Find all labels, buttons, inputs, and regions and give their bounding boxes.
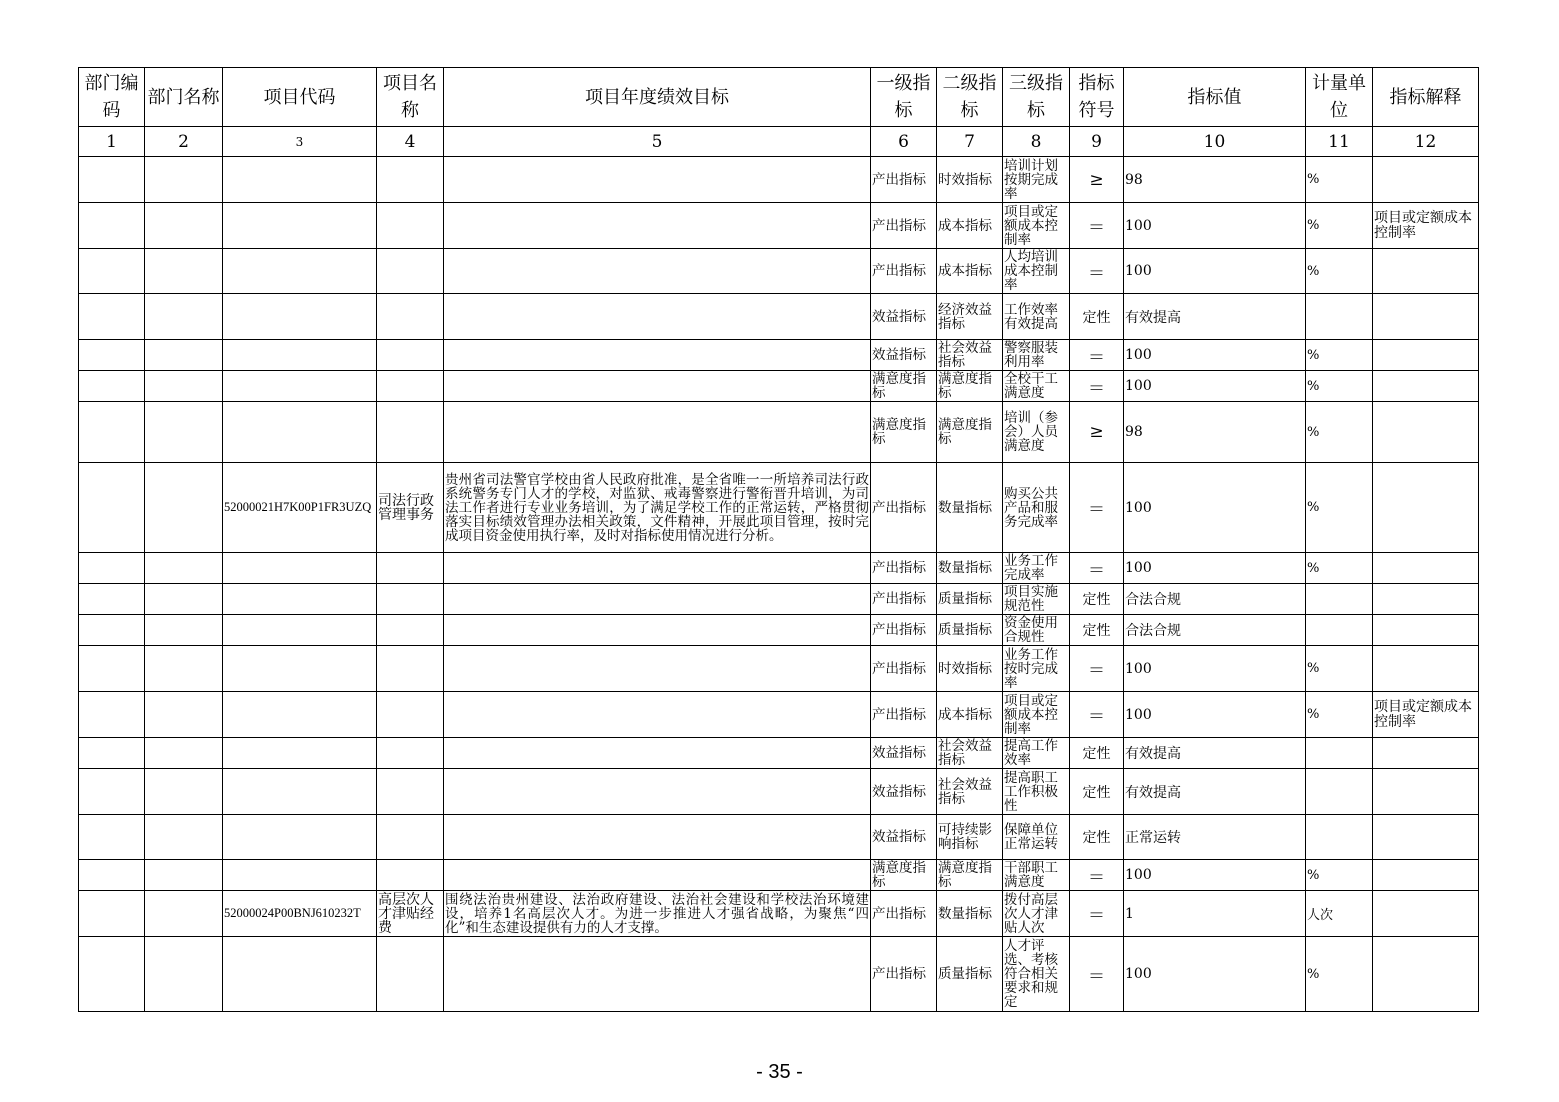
level3-indicator: 全校干工满意度 (1003, 371, 1070, 402)
table-row (79, 646, 1479, 692)
indicator-symbol: ＝ (1070, 553, 1124, 584)
unit-cell: % (1306, 340, 1373, 371)
column-number: 3 (223, 127, 377, 157)
project-code-cell (223, 294, 377, 340)
header-cell: 指标符号 (1070, 68, 1124, 127)
project-goal-cell (444, 738, 871, 769)
table-row (79, 553, 1479, 584)
dept-code-cell (79, 937, 145, 1012)
table-row (79, 402, 1479, 463)
indicator-value: 100 (1124, 249, 1306, 294)
indicator-symbol: ＝ (1070, 203, 1124, 249)
table-row (79, 738, 1479, 769)
indicator-explanation (1373, 553, 1479, 584)
level3-indicator: 保障单位正常运转 (1003, 815, 1070, 860)
indicator-explanation (1373, 891, 1479, 937)
indicator-explanation (1373, 249, 1479, 294)
indicator-symbol: ＝ (1070, 891, 1124, 937)
dept-code-cell (79, 769, 145, 815)
project-name-cell (377, 249, 444, 294)
column-number: 7 (937, 127, 1003, 157)
column-number: 6 (871, 127, 937, 157)
level2-indicator: 社会效益指标 (937, 340, 1003, 371)
unit-cell (1306, 584, 1373, 615)
column-number: 9 (1070, 127, 1124, 157)
table-row (79, 584, 1479, 615)
indicator-explanation (1373, 860, 1479, 891)
level3-indicator: 项目实施规范性 (1003, 584, 1070, 615)
dept-code-cell (79, 157, 145, 203)
indicator-symbol: ＝ (1070, 646, 1124, 692)
table-row (79, 340, 1479, 371)
dept-name-cell (145, 157, 223, 203)
level3-indicator: 资金使用合规性 (1003, 615, 1070, 646)
indicator-value: 有效提高 (1124, 738, 1306, 769)
project-name-cell: 高层次人才津贴经费 (377, 891, 444, 937)
project-goal-cell (444, 249, 871, 294)
level1-indicator: 产出指标 (871, 937, 937, 1012)
dept-name-cell (145, 646, 223, 692)
unit-cell: % (1306, 692, 1373, 738)
project-name-cell (377, 340, 444, 371)
header-cell: 二级指标 (937, 68, 1003, 127)
unit-cell: % (1306, 249, 1373, 294)
project-name-cell (377, 692, 444, 738)
indicator-symbol: ＝ (1070, 692, 1124, 738)
project-goal-cell (444, 692, 871, 738)
dept-name-cell (145, 891, 223, 937)
dept-name-cell (145, 615, 223, 646)
indicator-symbol: 定性 (1070, 294, 1124, 340)
level2-indicator: 数量指标 (937, 463, 1003, 553)
indicator-value: 100 (1124, 692, 1306, 738)
project-goal-cell (444, 769, 871, 815)
level1-indicator: 效益指标 (871, 769, 937, 815)
column-number: 8 (1003, 127, 1070, 157)
indicator-symbol: 定性 (1070, 615, 1124, 646)
indicator-symbol: ＝ (1070, 340, 1124, 371)
project-name-cell (377, 553, 444, 584)
header-cell: 三级指标 (1003, 68, 1070, 127)
level3-indicator: 业务工作按时完成率 (1003, 646, 1070, 692)
project-goal-cell (444, 584, 871, 615)
dept-name-cell (145, 203, 223, 249)
level2-indicator: 社会效益指标 (937, 738, 1003, 769)
dept-code-cell (79, 294, 145, 340)
level3-indicator: 培训（参会）人员满意度 (1003, 402, 1070, 463)
unit-cell (1306, 615, 1373, 646)
dept-name-cell (145, 738, 223, 769)
column-number: 5 (444, 127, 871, 157)
table-row (79, 860, 1479, 891)
project-name-cell (377, 646, 444, 692)
dept-name-cell (145, 860, 223, 891)
column-number: 10 (1124, 127, 1306, 157)
indicator-symbol: 定性 (1070, 738, 1124, 769)
performance-table (78, 67, 1479, 1012)
level3-indicator: 人均培训成本控制率 (1003, 249, 1070, 294)
level2-indicator: 社会效益指标 (937, 769, 1003, 815)
dept-code-cell (79, 463, 145, 553)
project-goal-cell (444, 203, 871, 249)
level2-indicator: 时效指标 (937, 157, 1003, 203)
level3-indicator: 项目或定额成本控制率 (1003, 203, 1070, 249)
indicator-value: 100 (1124, 203, 1306, 249)
project-code-cell (223, 371, 377, 402)
indicator-symbol: ＝ (1070, 937, 1124, 1012)
table-row (79, 815, 1479, 860)
indicator-value: 有效提高 (1124, 294, 1306, 340)
indicator-value: 100 (1124, 463, 1306, 553)
level2-indicator: 经济效益指标 (937, 294, 1003, 340)
dept-name-cell (145, 340, 223, 371)
table-row (79, 249, 1479, 294)
unit-cell (1306, 738, 1373, 769)
dept-code-cell (79, 815, 145, 860)
level1-indicator: 效益指标 (871, 738, 937, 769)
indicator-explanation (1373, 371, 1479, 402)
project-goal-cell (444, 815, 871, 860)
header-cell: 项目年度绩效目标 (444, 68, 871, 127)
table-row (79, 692, 1479, 738)
level3-indicator: 提高工作效率 (1003, 738, 1070, 769)
dept-name-cell (145, 463, 223, 553)
project-goal-cell (444, 340, 871, 371)
project-code-cell (223, 815, 377, 860)
dept-name-cell (145, 692, 223, 738)
indicator-value: 合法合规 (1124, 584, 1306, 615)
unit-cell: % (1306, 860, 1373, 891)
indicator-value: 1 (1124, 891, 1306, 937)
project-name-cell (377, 157, 444, 203)
project-code-cell (223, 584, 377, 615)
project-code-cell: 52000021H7K00P1FR3UZQ (223, 463, 377, 553)
indicator-value: 100 (1124, 371, 1306, 402)
header-cell: 项目名称 (377, 68, 444, 127)
dept-code-cell (79, 402, 145, 463)
dept-name-cell (145, 769, 223, 815)
header-cell: 计量单位 (1306, 68, 1373, 127)
indicator-value: 98 (1124, 157, 1306, 203)
level2-indicator: 满意度指标 (937, 860, 1003, 891)
table-row (79, 294, 1479, 340)
project-name-cell: 司法行政管理事务 (377, 463, 444, 553)
dept-code-cell (79, 553, 145, 584)
header-row (79, 68, 1479, 127)
dept-name-cell (145, 294, 223, 340)
project-goal-cell: 围绕法治贵州建设、法治政府建设、法治社会建设和学校法治环境建设，培养1名高层次人才。为进一步推进人才强省战略，为聚焦“四化”和生态建设提供有力的人才支撑。 (445, 891, 869, 936)
project-goal-cell (444, 402, 871, 463)
level3-indicator: 工作效率有效提高 (1003, 294, 1070, 340)
project-name-cell (377, 769, 444, 815)
indicator-explanation (1373, 815, 1479, 860)
dept-name-cell (145, 815, 223, 860)
project-code-cell (223, 646, 377, 692)
column-number: 1 (79, 127, 145, 157)
unit-cell (1306, 294, 1373, 340)
project-name-cell (377, 738, 444, 769)
unit-cell: % (1306, 402, 1373, 463)
unit-cell: % (1306, 157, 1373, 203)
unit-cell: 人次 (1306, 891, 1373, 937)
level1-indicator: 效益指标 (871, 340, 937, 371)
table-row (79, 615, 1479, 646)
project-name-cell (377, 937, 444, 1012)
header-cell: 指标值 (1124, 68, 1306, 127)
header-cell: 部门编码 (79, 68, 145, 127)
dept-code-cell (79, 860, 145, 891)
table-row (79, 463, 1479, 553)
indicator-symbol: 定性 (1070, 584, 1124, 615)
indicator-symbol: 定性 (1070, 815, 1124, 860)
indicator-value: 100 (1124, 937, 1306, 1012)
level3-indicator: 拨付高层次人才津贴人次 (1003, 891, 1070, 937)
column-number: 2 (145, 127, 223, 157)
table-row (79, 937, 1479, 1012)
project-code-cell (223, 203, 377, 249)
indicator-explanation (1373, 769, 1479, 815)
indicator-value: 100 (1124, 646, 1306, 692)
level1-indicator: 产出指标 (871, 584, 937, 615)
dept-name-cell (145, 402, 223, 463)
level2-indicator: 可持续影响指标 (937, 815, 1003, 860)
project-goal-cell (444, 615, 871, 646)
header-cell: 部门名称 (145, 68, 223, 127)
project-name-cell (377, 203, 444, 249)
project-name-cell (377, 584, 444, 615)
indicator-explanation (1373, 615, 1479, 646)
dept-code-cell (79, 692, 145, 738)
project-code-cell (223, 340, 377, 371)
unit-cell: % (1306, 553, 1373, 584)
indicator-value: 100 (1124, 553, 1306, 584)
column-number: 11 (1306, 127, 1373, 157)
level3-indicator: 警察服装利用率 (1003, 340, 1070, 371)
unit-cell (1306, 815, 1373, 860)
project-code-cell (223, 692, 377, 738)
unit-cell: % (1306, 937, 1373, 1012)
level3-indicator: 业务工作完成率 (1003, 553, 1070, 584)
level2-indicator: 满意度指标 (937, 371, 1003, 402)
indicator-explanation (1373, 937, 1479, 1012)
project-code-cell (223, 402, 377, 463)
level1-indicator: 产出指标 (871, 646, 937, 692)
level3-indicator: 提高职工工作积极性 (1003, 769, 1070, 815)
unit-cell (1306, 769, 1373, 815)
dept-code-cell (79, 646, 145, 692)
indicator-value: 98 (1124, 402, 1306, 463)
project-name-cell (377, 402, 444, 463)
project-goal-cell: 贵州省司法警官学校由省人民政府批准，是全省唯一一所培养司法行政系统警务专门人才的学校，对监狱、戒毒警察进行警衔晋升培训，为司法工作者进行专业业务培训，为了满足学校工作的正常运转，严格贯彻落实目标绩效管理办法相关政策，文件精神，开展此项目管理，按时完成项目资金使用执行率，及时对指标使用情况进行分析。 (444, 463, 871, 553)
project-goal-cell (444, 553, 871, 584)
indicator-symbol: 定性 (1070, 769, 1124, 815)
dept-code-cell (79, 371, 145, 402)
dept-code-cell (79, 249, 145, 294)
dept-name-cell (145, 371, 223, 402)
level2-indicator: 成本指标 (937, 203, 1003, 249)
indicator-explanation (1373, 402, 1479, 463)
level1-indicator: 产出指标 (871, 157, 937, 203)
indicator-value: 有效提高 (1124, 769, 1306, 815)
level1-indicator: 产出指标 (871, 553, 937, 584)
project-name-cell (377, 294, 444, 340)
dept-name-cell (145, 553, 223, 584)
project-code-cell (223, 769, 377, 815)
indicator-value: 100 (1124, 340, 1306, 371)
indicator-explanation (1373, 157, 1479, 203)
project-code-cell (223, 553, 377, 584)
indicator-explanation (1373, 340, 1479, 371)
unit-cell: % (1306, 371, 1373, 402)
indicator-explanation (1373, 646, 1479, 692)
level3-indicator: 培训计划按期完成率 (1003, 157, 1070, 203)
project-goal-cell (444, 371, 871, 402)
project-goal-cell (444, 294, 871, 340)
indicator-symbol: ＝ (1070, 371, 1124, 402)
project-goal-cell (444, 646, 871, 692)
header-cell: 指标解释 (1373, 68, 1479, 127)
level1-indicator: 产出指标 (871, 463, 937, 553)
indicator-explanation (1373, 584, 1479, 615)
dept-code-cell (79, 891, 145, 937)
dept-code-cell (79, 615, 145, 646)
unit-cell: % (1306, 646, 1373, 692)
level3-indicator: 购买公共产品和服务完成率 (1003, 463, 1070, 553)
level2-indicator: 质量指标 (937, 937, 1003, 1012)
indicator-explanation (1373, 463, 1479, 553)
table-row (79, 157, 1479, 203)
project-name-cell (377, 860, 444, 891)
level3-indicator: 人才评选、考核符合相关要求和规定 (1003, 937, 1070, 1012)
indicator-symbol: ≥ (1070, 402, 1124, 463)
level1-indicator: 产出指标 (871, 615, 937, 646)
indicator-symbol: ＝ (1070, 860, 1124, 891)
table-row (79, 769, 1479, 815)
dept-code-cell (79, 203, 145, 249)
level1-indicator: 满意度指标 (871, 402, 937, 463)
level1-indicator: 产出指标 (871, 249, 937, 294)
level1-indicator: 效益指标 (871, 294, 937, 340)
project-code-cell (223, 249, 377, 294)
level2-indicator: 数量指标 (937, 891, 1003, 937)
level1-indicator: 满意度指标 (871, 371, 937, 402)
level2-indicator: 时效指标 (937, 646, 1003, 692)
dept-code-cell (79, 738, 145, 769)
project-code-cell (223, 860, 377, 891)
table-row (79, 371, 1479, 402)
level2-indicator: 成本指标 (937, 249, 1003, 294)
indicator-symbol: ＝ (1070, 463, 1124, 553)
project-name-cell (377, 615, 444, 646)
indicator-value: 正常运转 (1124, 815, 1306, 860)
indicator-symbol: ≥ (1070, 157, 1124, 203)
unit-cell: % (1306, 203, 1373, 249)
indicator-value: 100 (1124, 860, 1306, 891)
dept-name-cell (145, 249, 223, 294)
dept-name-cell (145, 937, 223, 1012)
level2-indicator: 质量指标 (937, 615, 1003, 646)
project-code-cell (223, 937, 377, 1012)
level1-indicator: 效益指标 (871, 815, 937, 860)
level2-indicator: 成本指标 (937, 692, 1003, 738)
project-code-cell (223, 615, 377, 646)
level2-indicator: 数量指标 (937, 553, 1003, 584)
column-number: 12 (1373, 127, 1479, 157)
column-number: 4 (377, 127, 444, 157)
project-name-cell (377, 815, 444, 860)
project-goal-cell (444, 157, 871, 203)
table-row (79, 891, 1479, 937)
column-number-row (79, 127, 1479, 157)
level3-indicator: 项目或定额成本控制率 (1003, 692, 1070, 738)
project-code-cell: 52000024P00BNJ610232T (223, 891, 377, 937)
level3-indicator: 干部职工满意度 (1003, 860, 1070, 891)
table-row (79, 203, 1479, 249)
project-goal-cell (444, 860, 871, 891)
level1-indicator: 产出指标 (871, 891, 937, 937)
project-code-cell (223, 157, 377, 203)
level1-indicator: 满意度指标 (871, 860, 937, 891)
level1-indicator: 产出指标 (871, 692, 937, 738)
project-goal-cell (444, 937, 871, 1012)
dept-code-cell (79, 584, 145, 615)
indicator-explanation: 项目或定额成本控制率 (1373, 203, 1479, 249)
indicator-explanation (1373, 294, 1479, 340)
project-name-cell (377, 371, 444, 402)
indicator-value: 合法合规 (1124, 615, 1306, 646)
header-cell: 一级指标 (871, 68, 937, 127)
level2-indicator: 满意度指标 (937, 402, 1003, 463)
indicator-explanation (1373, 738, 1479, 769)
level2-indicator: 质量指标 (937, 584, 1003, 615)
dept-name-cell (145, 584, 223, 615)
unit-cell: % (1306, 463, 1373, 553)
page-number: - 35 - (756, 1061, 803, 1083)
dept-code-cell (79, 340, 145, 371)
level1-indicator: 产出指标 (871, 203, 937, 249)
indicator-explanation: 项目或定额成本控制率 (1373, 692, 1479, 738)
indicator-symbol: ＝ (1070, 249, 1124, 294)
project-code-cell (223, 738, 377, 769)
header-cell: 项目代码 (223, 68, 377, 127)
